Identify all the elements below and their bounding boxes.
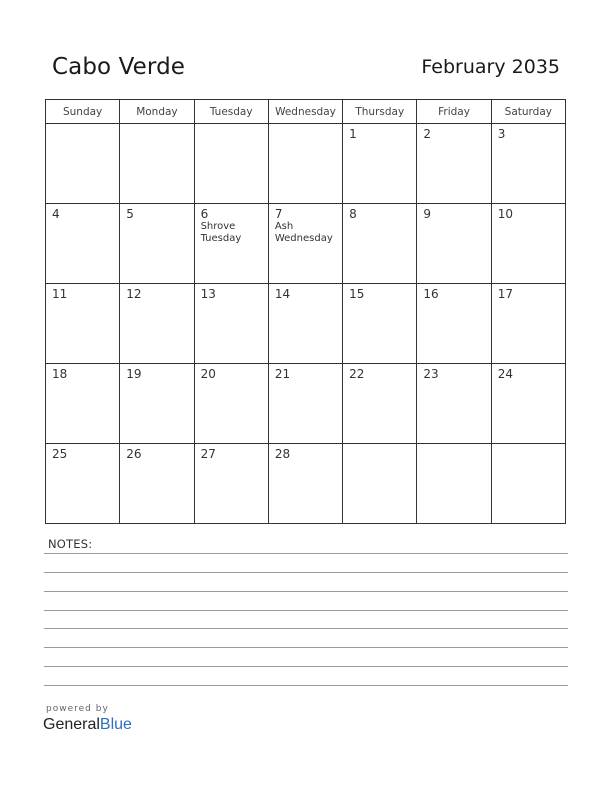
day-cell: [417, 204, 491, 284]
powered-by-text: powered by: [46, 704, 109, 714]
weekday-header-friday: Friday: [417, 100, 491, 124]
day-number: 14: [274, 287, 291, 301]
day-cell: [268, 204, 342, 284]
notes-line: [44, 572, 568, 573]
day-cell: [268, 284, 342, 364]
holiday-label: Ash Wednesday: [274, 221, 333, 244]
day-cell: [343, 124, 417, 204]
day-cell: [46, 204, 120, 284]
notes-line: [44, 553, 568, 554]
day-number: 2: [423, 127, 432, 141]
notes-line: [44, 591, 568, 592]
day-cell: [343, 444, 417, 524]
day-number: 25: [52, 447, 68, 461]
day-number: 22: [349, 367, 365, 381]
day-number: 26: [126, 447, 142, 461]
day-number: 9: [423, 207, 432, 221]
day-cell: [46, 124, 120, 204]
notes-line: [44, 647, 568, 648]
day-cell: [46, 284, 120, 364]
weekday-header-thursday: Thursday: [343, 100, 417, 124]
day-number: 5: [126, 207, 134, 221]
day-cell: [194, 204, 268, 284]
weekday-header-sunday: Sunday: [46, 100, 120, 124]
day-number: 11: [52, 287, 68, 301]
day-cell: [46, 444, 120, 524]
holiday-label: Shrove Tuesday: [200, 221, 242, 244]
day-number: 20: [200, 367, 216, 381]
day-cell: [194, 444, 268, 524]
logo-text-blue: Blue: [99, 716, 132, 733]
day-cell: [120, 204, 194, 284]
day-cell: [417, 124, 491, 204]
day-cell: [491, 364, 565, 444]
calendar-grid: [45, 99, 566, 524]
day-cell: [120, 124, 194, 204]
day-cell: [46, 364, 120, 444]
day-cell: [417, 284, 491, 364]
day-cell: [268, 444, 342, 524]
notes-line: [44, 628, 568, 629]
day-number: 24: [497, 367, 513, 381]
day-cell: [194, 284, 268, 364]
day-number: 28: [274, 447, 291, 461]
day-number: 18: [52, 367, 68, 381]
week-row: [46, 204, 566, 284]
day-cell: [343, 364, 417, 444]
day-cell: [120, 284, 194, 364]
day-cell: [268, 364, 342, 444]
day-number: 17: [497, 287, 513, 301]
weekday-header-saturday: Saturday: [491, 100, 565, 124]
day-cell: [417, 364, 491, 444]
logo-text-general: General: [43, 716, 100, 733]
country-title: Cabo Verde: [52, 54, 186, 80]
generalblue-logo: [43, 716, 132, 734]
week-row: [46, 284, 566, 364]
day-number: 15: [349, 287, 365, 301]
day-cell: [343, 204, 417, 284]
day-cell: [268, 124, 342, 204]
weekday-header-wednesday: Wednesday: [268, 100, 342, 124]
weekday-header-row: [46, 100, 566, 124]
day-number: 7: [274, 207, 283, 221]
day-number: 23: [423, 367, 439, 381]
notes-line: [44, 685, 568, 686]
day-cell: [491, 204, 565, 284]
day-cell: [194, 364, 268, 444]
day-cell: [194, 124, 268, 204]
day-number: 6: [200, 207, 209, 221]
weekday-header-monday: Monday: [120, 100, 194, 124]
day-number: 19: [126, 367, 142, 381]
day-cell: [491, 444, 565, 524]
day-number: 27: [200, 447, 216, 461]
day-cell: [491, 124, 565, 204]
notes-line: [44, 666, 568, 667]
day-cell: [491, 284, 565, 364]
month-title: February 2035: [421, 56, 560, 78]
day-number: 16: [423, 287, 439, 301]
day-number: 12: [126, 287, 142, 301]
day-number: 1: [349, 127, 357, 141]
day-number: 8: [349, 207, 357, 221]
day-number: 3: [497, 127, 506, 141]
weekday-header-tuesday: Tuesday: [194, 100, 268, 124]
week-row: [46, 444, 566, 524]
day-number: 21: [274, 367, 291, 381]
week-row: [46, 124, 566, 204]
day-cell: [343, 284, 417, 364]
day-number: 10: [497, 207, 513, 221]
day-cell: [120, 364, 194, 444]
notes-label: NOTES:: [48, 537, 93, 551]
notes-line: [44, 610, 568, 611]
day-cell: [120, 444, 194, 524]
day-number: 4: [52, 207, 60, 221]
day-cell: [417, 444, 491, 524]
week-row: [46, 364, 566, 444]
day-number: 13: [200, 287, 216, 301]
